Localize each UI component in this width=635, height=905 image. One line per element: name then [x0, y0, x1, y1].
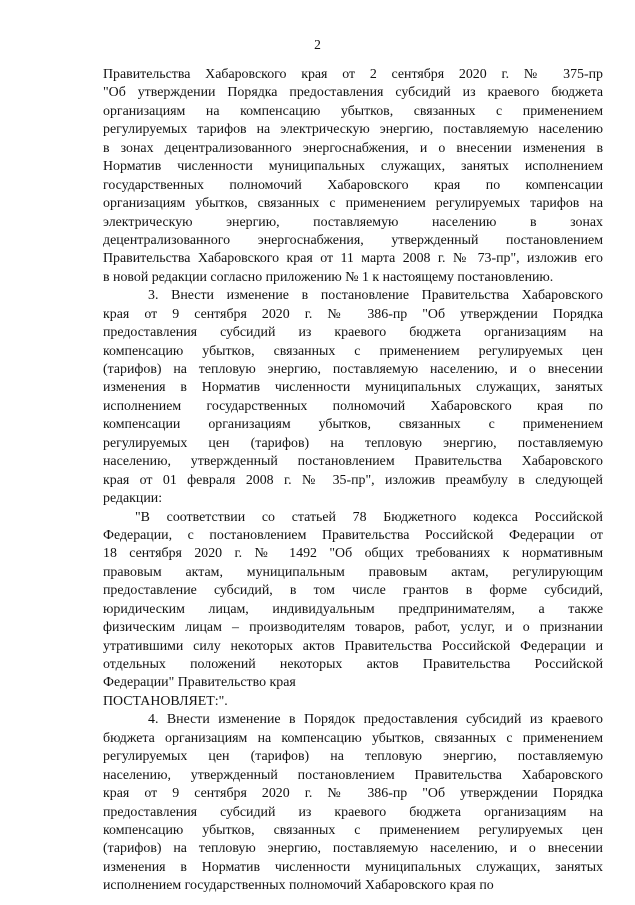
- text-line: населению, утвержденный постановлением Правительства Хабаровского: [103, 454, 603, 470]
- text-line: физическим лицам – производителям товаров, работ, услуг, и о признании: [103, 620, 603, 636]
- text-line: утратившими силу некоторых актов Правительства Российской Федерации и: [103, 638, 603, 654]
- text-line: бюджета организациям на компенсацию убытков, связанных с применением: [103, 730, 603, 746]
- text-line: Правительства Хабаровского края от 2 сентября 2020 г. № 375-пр: [103, 67, 603, 82]
- text-line: регулируемых тарифов на электрическую энергию, поставляемую населению: [103, 122, 603, 138]
- text-line: ПОСТАНОВЛЯЕТ:".: [103, 693, 228, 709]
- text-line: в новой редакции согласно приложению № 1 к настоящему постановлению.: [103, 269, 554, 285]
- text-line: 4. Внести изменение в Порядок предоставления субсидий из краевого: [148, 712, 603, 728]
- text-line: исполнением государственных полномочий Хабаровского края по: [103, 398, 603, 414]
- text-line: исполнением государственных полномочий Хабаровского края по: [103, 878, 494, 894]
- text-line: в зонах децентрализованного энергоснабжения, и о внесении изменения в: [103, 140, 603, 156]
- text-line: (тарифов) на тепловую энергию, поставляемую населению, и о внесении: [103, 841, 603, 857]
- text-line: края от 9 сентября 2020 г. № 386-пр "Об утверждении Порядка: [103, 786, 603, 802]
- text-line: Федерации" Правительство края: [103, 675, 296, 691]
- text-line: редакции:: [103, 491, 163, 507]
- text-line: организациям на компенсацию убытков, связанных с применением: [103, 103, 603, 119]
- text-line: края от 9 сентября 2020 г. № 386-пр "Об утверждении Порядка: [103, 306, 603, 322]
- text-line: Норматив численности муниципальных служащих, занятых исполнением: [103, 159, 603, 175]
- text-line: регулируемых цен (тарифов) на тепловую энергию, поставляемую: [103, 749, 603, 765]
- text-line: децентрализованного энергоснабжения, утвержденный постановлением: [103, 232, 603, 248]
- text-line: предоставление субсидий, в том числе грантов в форме субсидий,: [103, 583, 603, 599]
- text-line: (тарифов) на тепловую энергию, поставляемую населению, и о внесении: [103, 362, 603, 377]
- text-line: предоставления субсидий из краевого бюджета организациям на: [103, 804, 603, 820]
- text-line: электрическую энергию, поставляемую населению в зонах: [103, 214, 603, 230]
- document-body: [103, 66, 603, 896]
- text-line: Федерации, с постановлением Правительства Российской Федерации от: [103, 527, 603, 543]
- text-line: "В соответствии со статьей 78 Бюджетного кодекса Российской: [135, 509, 603, 525]
- text-line: 3. Внести изменение в постановление Правительства Хабаровского: [148, 288, 603, 304]
- text-line: 18 сентября 2020 г. № 1492 "Об общих требованиях к нормативным: [103, 546, 603, 562]
- text-line: юридическим лицам, индивидуальным предпринимателям, а также: [103, 601, 603, 617]
- text-line: компенсацию убытков, связанных с применением регулируемых цен: [103, 343, 603, 359]
- text-line: отдельных положений некоторых актов Правительства Российской: [103, 657, 603, 672]
- text-line: края от 01 февраля 2008 г. № 35-пр", изложив преамбулу в следующей: [103, 472, 603, 488]
- page-number: 2: [314, 37, 321, 52]
- text-line: "Об утверждении Порядка предоставления субсидий из краевого бюджета: [103, 85, 603, 101]
- text-line: изменения в Норматив численности муниципальных служащих, занятых: [103, 859, 603, 875]
- text-line: изменения в Норматив численности муниципальных служащих, занятых: [103, 380, 603, 396]
- text-line: компенсацию убытков, связанных с применением регулируемых цен: [103, 822, 603, 838]
- text-line: компенсации организациям убытков, связанных с применением: [103, 417, 603, 433]
- text-line: регулируемых цен (тарифов) на тепловую энергию, поставляемую: [103, 435, 603, 451]
- text-line: правовым актам, муниципальным правовым актам, регулирующим: [103, 564, 603, 580]
- text-line: Правительства Хабаровского края от 11 марта 2008 г. № 73-пр", изложив его: [103, 251, 603, 267]
- text-line: государственных полномочий Хабаровского края по компенсации: [103, 177, 603, 193]
- text-line: предоставления субсидий из краевого бюджета организациям на: [103, 325, 603, 341]
- text-line: организациям убытков, связанных с применением регулируемых тарифов на: [103, 196, 603, 212]
- text-line: населению, утвержденный постановлением Правительства Хабаровского: [103, 767, 603, 783]
